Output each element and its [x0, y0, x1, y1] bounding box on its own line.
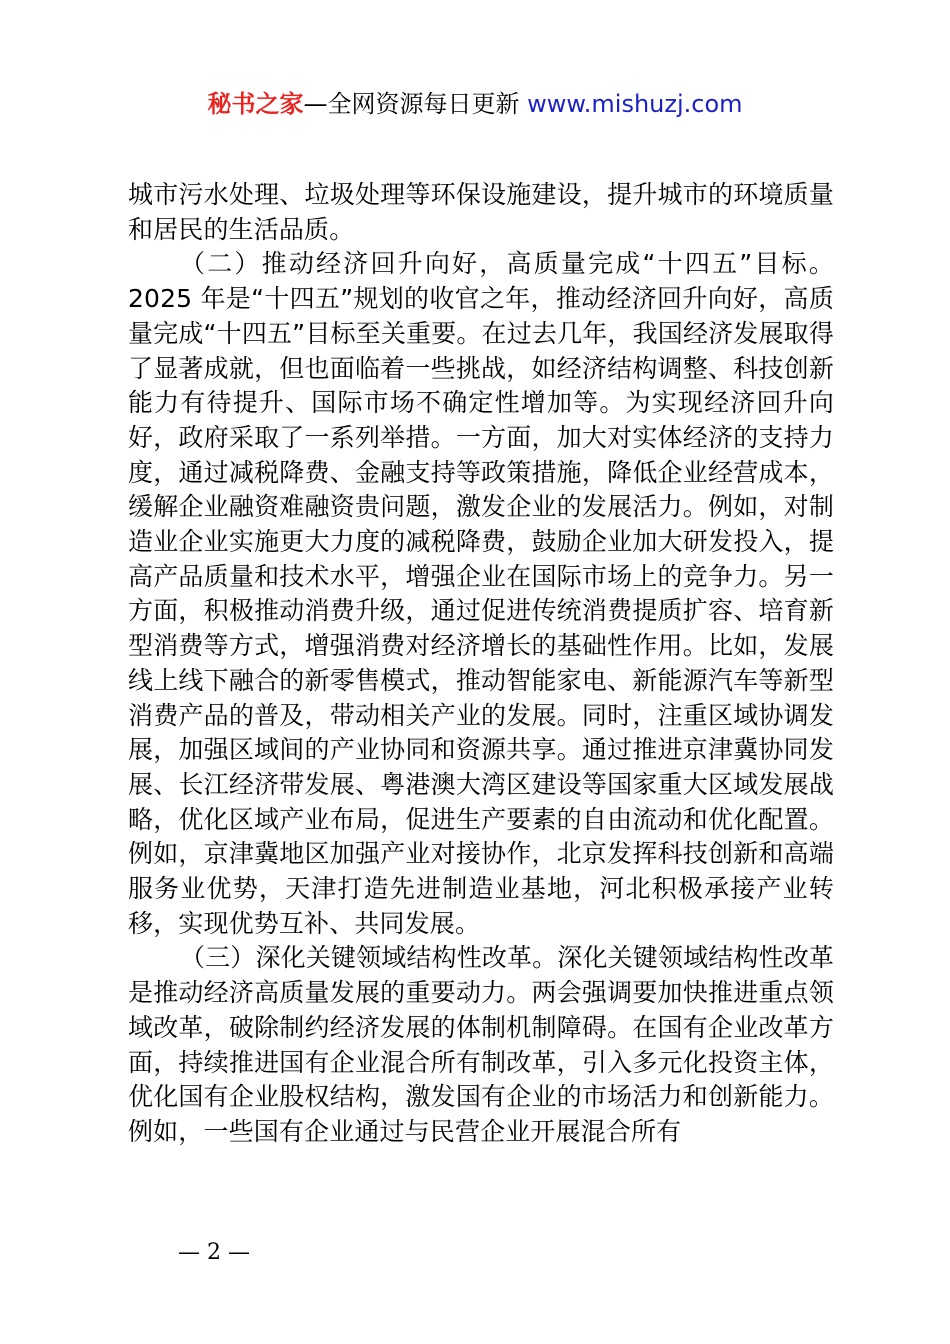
- site-header: [0, 88, 950, 120]
- paragraph-section-3: （三）深化关键领域结构性改革。深化关键领域结构性改革是推动经济高质量发展的重要动力。两会强调要加快推进重点领域改革，破除制约经济发展的体制机制障碍。在国有企业改革方面，持续推进国有企业混合所有制改革，引入多元化投资主体，优化国有企业股权结构，激发国有企业的市场活力和创新能力。例如，一些国有企业通过与民营企业开展混合所有: [128, 943, 834, 1146]
- header-dash: —: [303, 90, 328, 118]
- site-tagline: 全网资源每日更新: [327, 90, 528, 118]
- paragraph-continuation: 城市污水处理、垃圾处理等环保设施建设，提升城市的环境质量和居民的生活品质。: [128, 180, 834, 244]
- paragraph-section-2: （二）推动经济回升向好，高质量完成“十四五”目标。2025 年是“十四五”规划的收官之年，推动经济回升向好，高质量完成“十四五”目标至关重要。在过去几年，我国经济发展取得了显著成就，但也面临着一些挑战，如经济结构调整、科技创新能力有待提升、国际市场不确定性增加等。为实现经济回升向好，政府采取了一系列举措。一方面，加大对实体经济的支持力度，通过减税降费、金融支持等政策措施，降低企业经营成本，缓解企业融资难融资贵问题，激发企业的发展活力。例如，对制造业企业实施更大力度的减税降费，鼓励企业加大研发投入，提高产品质量和技术水平，增强企业在国际市场上的竞争力。另一方面，积极推动消费升级，通过促进传统消费提质扩容、培育新型消费等方式，增强消费对经济增长的基础性作用。比如，发展线上线下融合的新零售模式，推动智能家电、新能源汽车等新型消费产品的普及，带动相关产业的发展。同时，注重区域协调发展，加强区域间的产业协同和资源共享。通过推进京津冀协同发展、长江经济带发展、粤港澳大湾区建设等国家重大区域发展战略，优化区域产业布局，促进生产要素的自由流动和优化配置。例如，京津冀地区加强产业对接协作，北京发挥科技创新和高端服务业优势，天津打造先进制造业基地，河北积极承接产业转移，实现优势互补、共同发展。: [128, 249, 834, 938]
- page-number: — 2 —: [178, 1240, 250, 1265]
- document-body: [128, 178, 834, 1150]
- site-brand: 秘书之家: [207, 90, 304, 118]
- site-url-link[interactable]: www.mishuzj.com: [527, 90, 743, 118]
